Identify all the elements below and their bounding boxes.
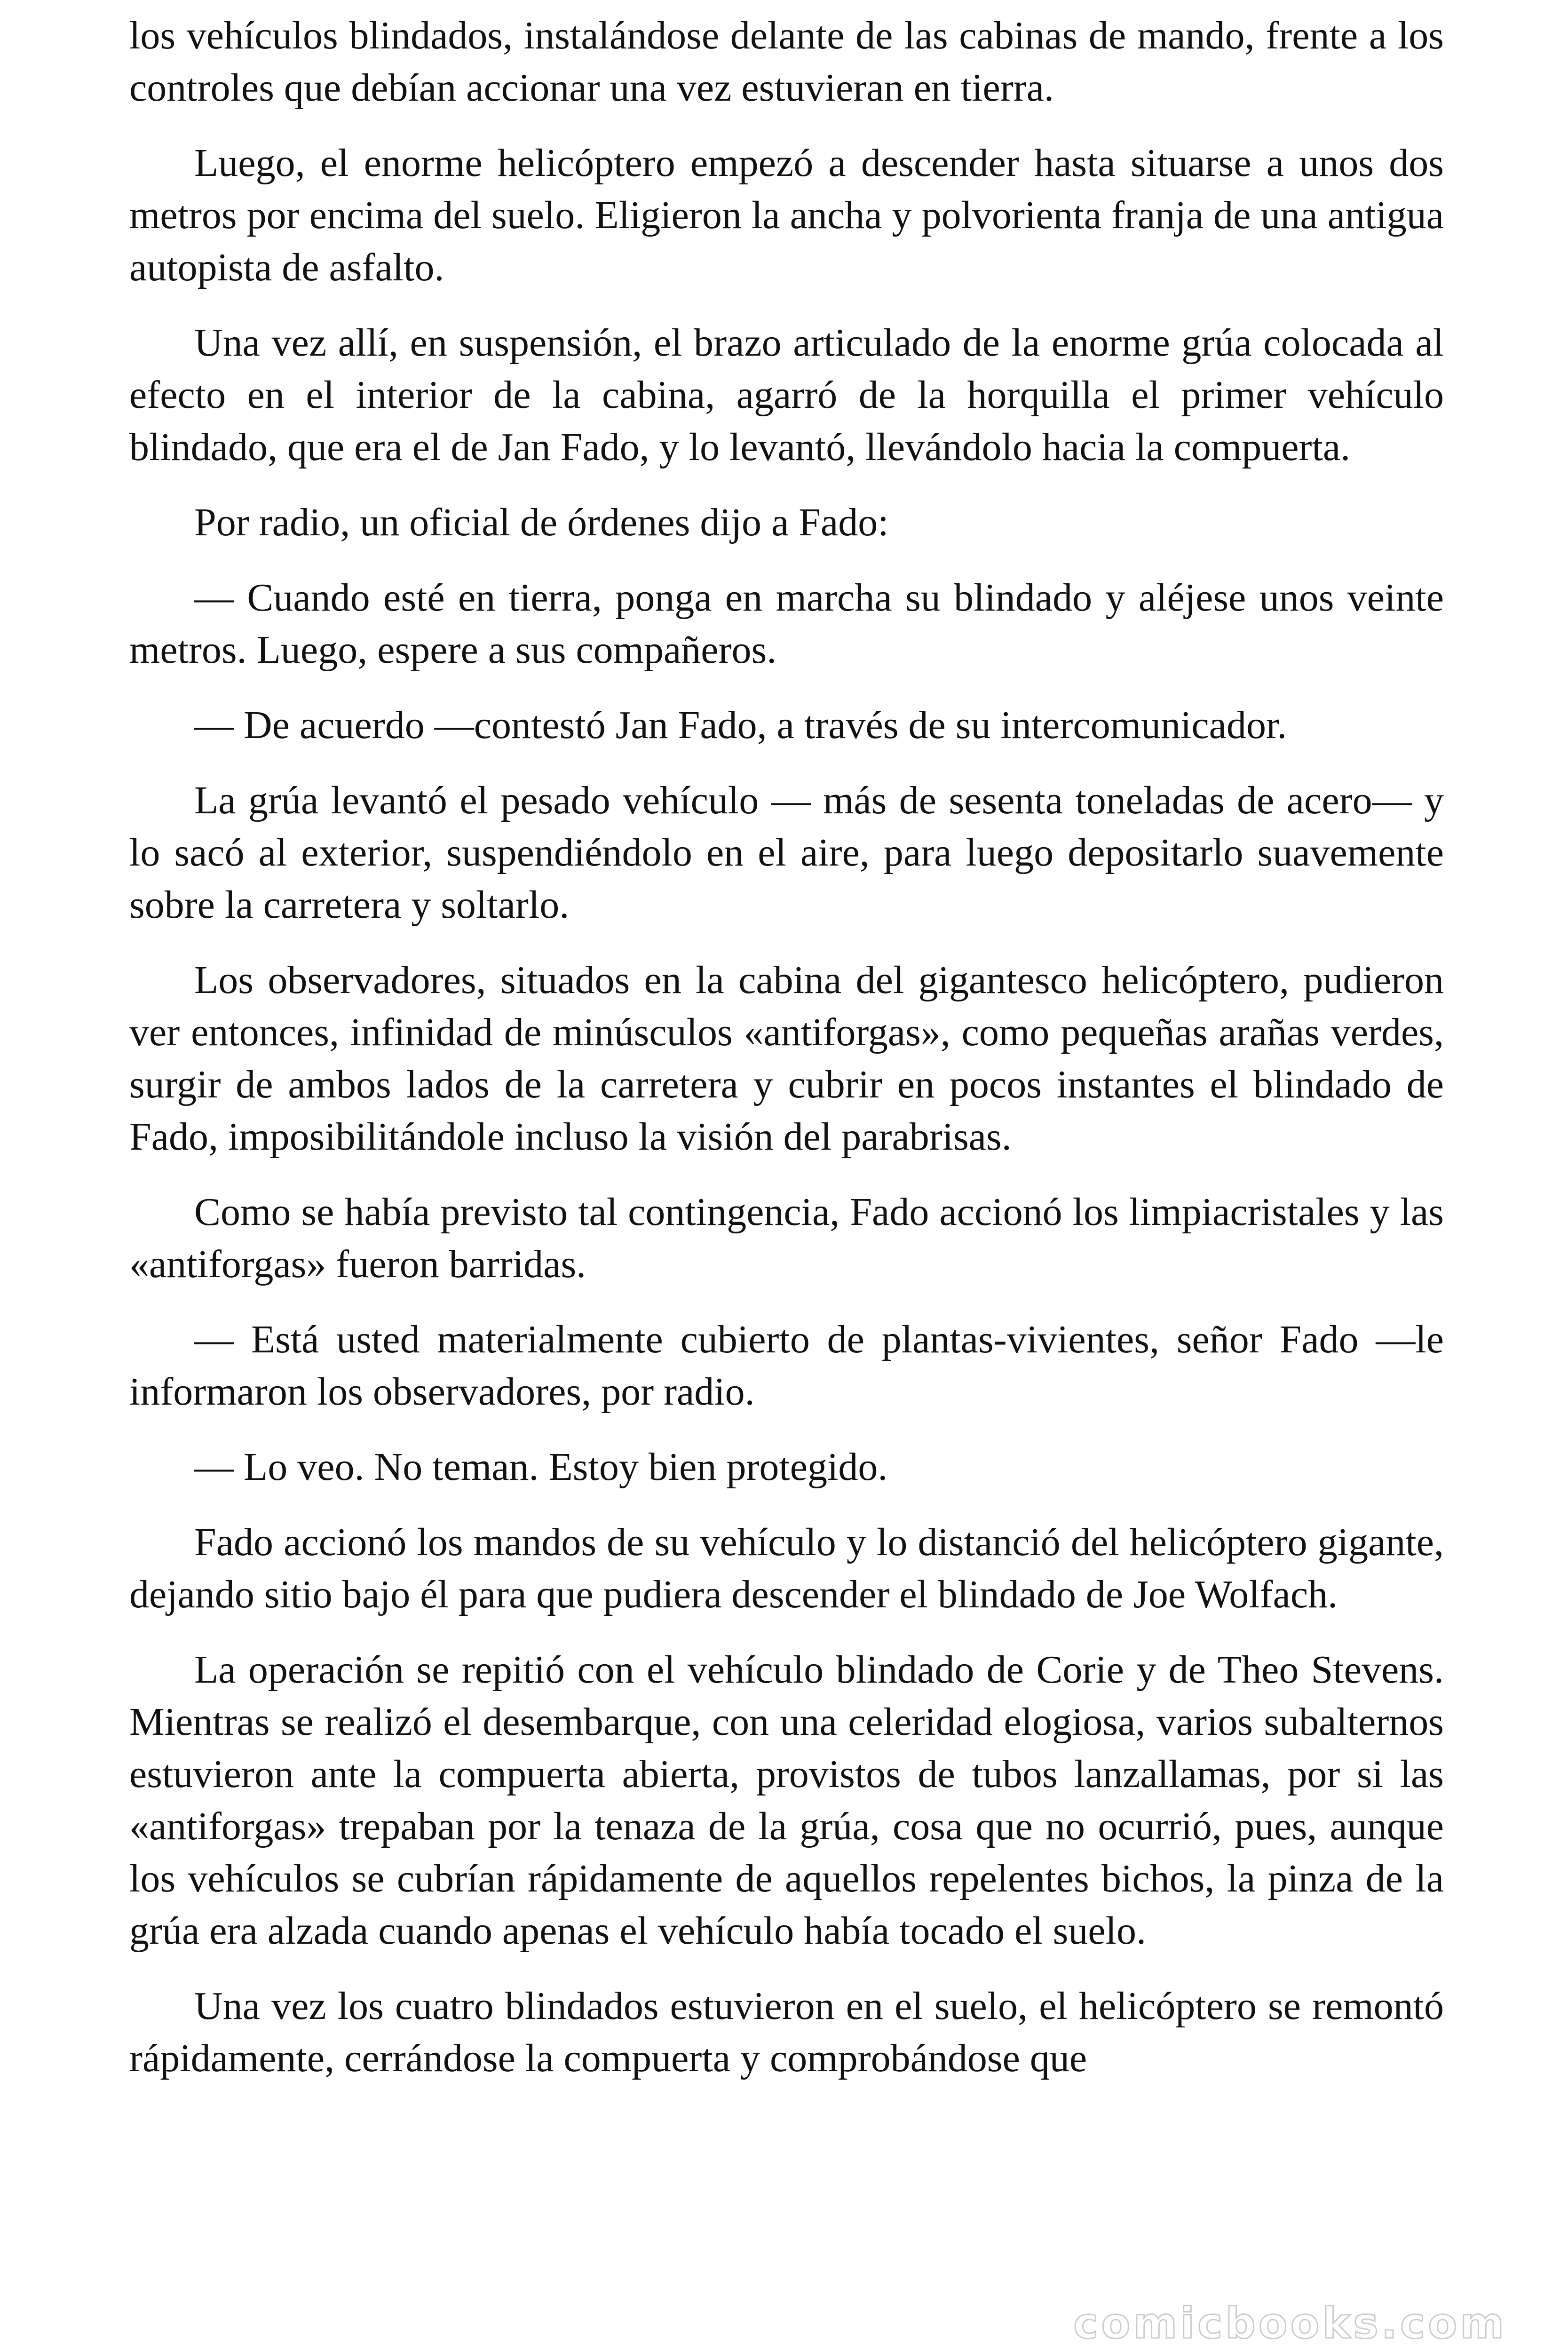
page-text	[129, 9, 1444, 2107]
paragraph-10: — Está usted materialmente cubierto de plantas-vivientes, señor Fado —le informaron los observadores, por radio.	[129, 1318, 1444, 1414]
paragraph-11: — Lo veo. No teman. Estoy bien protegido.	[194, 1445, 888, 1489]
paragraph-2: Luego, el enorme helicóptero empezó a descender hasta situarse a unos dos metros por encima del suelo. Eligieron la ancha y polvorienta franja de una antigua autopista de asfalto.	[129, 141, 1444, 289]
paragraph-5: — Cuando esté en tierra, ponga en marcha su blindado y aléjese unos veinte metros. Luego, espere a sus compañeros.	[129, 576, 1444, 672]
paragraph-8: Los observadores, situados en la cabina del gigantesco helicóptero, pudieron ver entonces, infinidad de minúsculos «antiforgas», como pequeñas arañas verdes, surgir de ambos lados de la carretera y cubrir en pocos instantes el blindado de Fado, imposibilitándole incluso la visión del parabrisas.	[129, 958, 1444, 1159]
paragraph-1: los vehículos blindados, instalándose delante de las cabinas de mando, frente a los controles que debían accionar una vez estuvieran en tierra.	[129, 14, 1444, 110]
paragraph-7: La grúa levantó el pesado vehículo — más de sesenta toneladas de acero— y lo sacó al exterior, suspendiéndolo en el aire, para luego depositarlo suavemente sobre la carretera y soltarlo.	[129, 779, 1444, 927]
paragraph-9: Como se había previsto tal contingencia, Fado accionó los limpiacristales y las «antiforgas» fueron barridas.	[129, 1190, 1444, 1286]
paragraph-13: La operación se repitió con el vehículo blindado de Corie y de Theo Stevens. Mientras se realizó el desembarque, con una celeridad elogiosa, varios subalternos estuvieron ante la compuerta abierta, provistos de tubos lanzallamas, por si las «antiforgas» trepaban por la tenaza de la grúa, cosa que no ocurrió, pues, aunque los vehículos se cubrían rápidamente de aquellos repelentes bichos, la pinza de la grúa era alzada cuando apenas el vehículo había tocado el suelo.	[129, 1648, 1444, 1953]
paragraph-6: — De acuerdo —contestó Jan Fado, a través de su intercomunicador.	[194, 703, 1287, 747]
watermark-logo: comicbooks.com	[1073, 2299, 1507, 2348]
paragraph-14: Una vez los cuatro blindados estuvieron en el suelo, el helicóptero se remontó rápidamente, cerrándose la compuerta y comprobándose que	[129, 1984, 1444, 2080]
paragraph-4: Por radio, un oficial de órdenes dijo a Fado:	[194, 501, 889, 544]
paragraph-3: Una vez allí, en suspensión, el brazo articulado de la enorme grúa colocada al efecto en el interior de la cabina, agarró de la horquilla el primer vehículo blindado, que era el de Jan Fado, y lo levantó, llevándolo hacia la compuerta.	[129, 321, 1444, 469]
paragraph-12: Fado accionó los mandos de su vehículo y lo distanció del helicóptero gigante, dejando sitio bajo él para que pudiera descender el blindado de Joe Wolfach.	[129, 1520, 1444, 1616]
